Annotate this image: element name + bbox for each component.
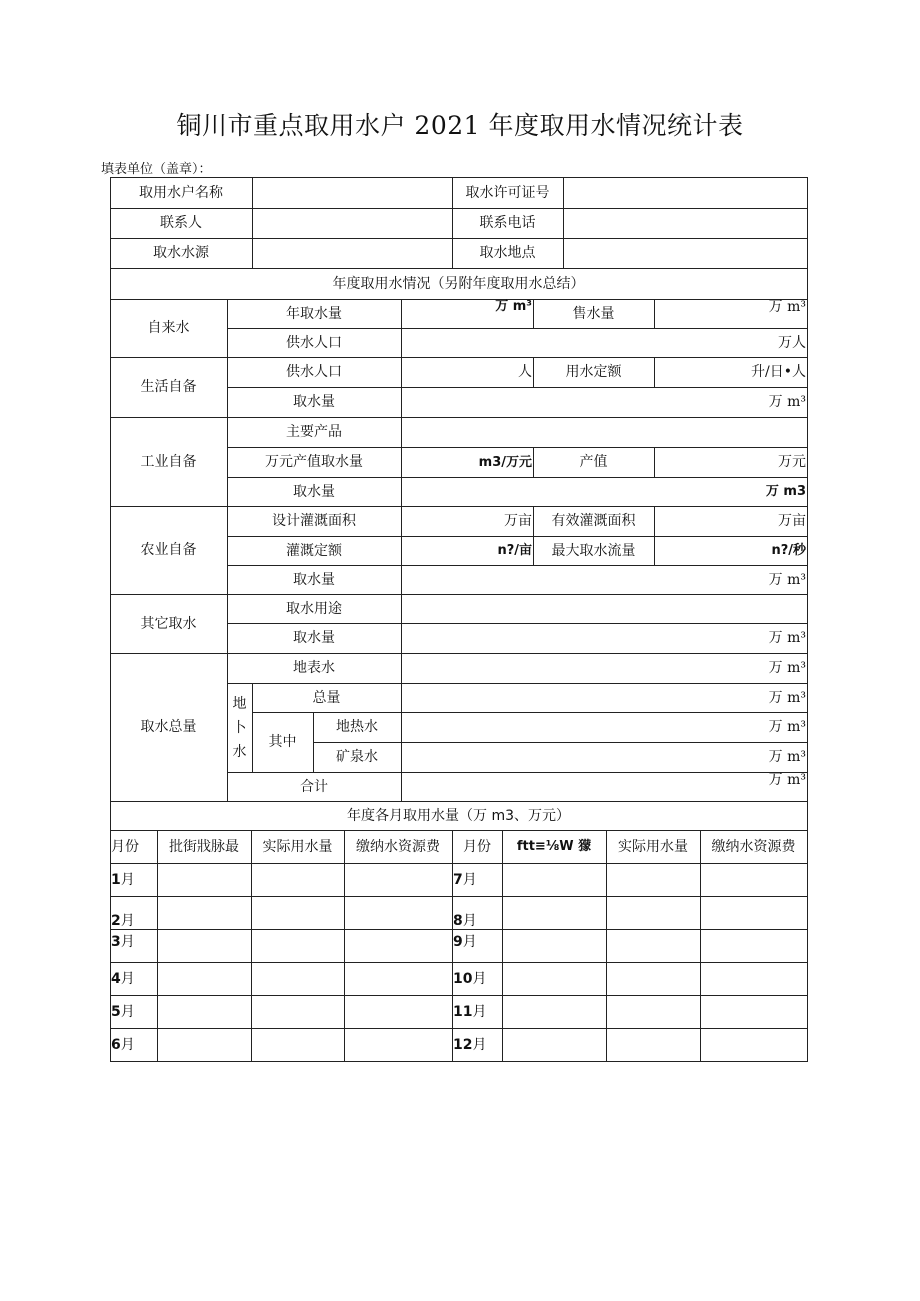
geothermal-label: 地热水	[336, 719, 378, 735]
phone-field[interactable]	[563, 208, 807, 238]
month-actual-cell[interactable]	[606, 896, 700, 929]
groundwater-label	[227, 683, 252, 772]
month-actual-cell[interactable]	[251, 929, 344, 962]
month-fee-cell[interactable]	[700, 863, 807, 896]
industry-product-label: 主要产品	[286, 424, 342, 440]
month-approved-cell[interactable]	[157, 962, 251, 995]
month-fee-cell[interactable]	[344, 896, 452, 929]
agri-eff-label: 有效灌溉面积	[551, 513, 636, 529]
industry-category-label: 工业自备	[140, 453, 197, 470]
industry-per-label: 万元产值取水量	[265, 454, 363, 470]
month-actual-cell[interactable]	[606, 962, 700, 995]
month-approved-cell[interactable]	[502, 929, 606, 962]
domestic-quota-label: 用水定额	[565, 364, 622, 380]
month-fee-cell[interactable]	[344, 929, 452, 962]
col-actual-header: 实际用水量	[262, 838, 333, 855]
industry-per-field[interactable]: m3/万元	[478, 454, 532, 470]
agri-design-field[interactable]: 万亩	[504, 513, 532, 529]
col-fee-header: 缴纳水资源费	[356, 838, 440, 855]
monthly-section-header: 年度各月取用水量（万 m3、万元）	[347, 807, 570, 824]
month-approved-cell[interactable]	[157, 1028, 251, 1061]
month-actual-cell[interactable]	[251, 896, 344, 929]
among-label: 其中	[268, 734, 297, 750]
month-approved-cell[interactable]	[502, 962, 606, 995]
other-use-field[interactable]	[401, 594, 807, 623]
month-fee-cell[interactable]	[700, 995, 807, 1028]
permit-label: 取水许可证号	[465, 184, 550, 201]
month-label: 5 月	[111, 1003, 135, 1020]
tap-pop-field[interactable]: 万人	[778, 334, 806, 351]
month-fee-cell[interactable]	[344, 962, 452, 995]
permit-field[interactable]	[563, 177, 807, 208]
col-actual2-header: 实际用水量	[618, 838, 688, 855]
month-approved-cell[interactable]	[157, 995, 251, 1028]
agri-quota-label: 灌溉定额	[286, 542, 342, 559]
col-month2-header: 月份	[463, 838, 491, 855]
month-label: 6 月	[111, 1036, 135, 1053]
fill-unit-label: 填表单位（盖章）：	[101, 162, 212, 177]
tap-annual-label: 年取水量	[286, 305, 342, 322]
sum-label: 合计	[300, 778, 328, 795]
month-label: 10 月	[453, 970, 487, 987]
domestic-vol-field[interactable]: 万 m³	[768, 394, 806, 410]
surface-label: 地表水	[293, 660, 335, 676]
other-vol-field[interactable]: 万 m³	[768, 630, 806, 646]
total-category-label: 取水总量	[140, 719, 197, 735]
month-approved-cell[interactable]	[502, 995, 606, 1028]
agri-vol-field[interactable]: 万 m³	[768, 571, 806, 588]
month-actual-cell[interactable]	[606, 995, 700, 1028]
month-actual-cell[interactable]	[606, 929, 700, 962]
month-fee-cell[interactable]	[700, 929, 807, 962]
agri-vol-label: 取水量	[293, 571, 335, 588]
domestic-vol-label: 取水量	[293, 394, 335, 410]
name-field[interactable]	[252, 177, 452, 208]
groundwater-char: 地	[232, 695, 247, 712]
page-title: 铜川市重点取用水户 2021 年度取用水情况统计表	[176, 111, 744, 140]
month-approved-cell[interactable]	[157, 896, 251, 929]
agri-eff-field[interactable]: 万亩	[778, 513, 806, 529]
industry-vol-label: 取水量	[293, 483, 335, 500]
source-label: 取水水源	[153, 245, 209, 261]
other-category-label: 其它取水	[140, 615, 197, 632]
month-fee-cell[interactable]	[344, 863, 452, 896]
month-label: 8 月	[453, 913, 477, 929]
month-label: 7 月	[453, 871, 477, 888]
month-fee-cell[interactable]	[344, 1028, 452, 1061]
sum-field[interactable]: 万 m³	[768, 772, 806, 788]
month-label: 12 月	[453, 1036, 487, 1053]
month-actual-cell[interactable]	[251, 863, 344, 896]
location-field[interactable]	[563, 238, 807, 268]
month-actual-cell[interactable]	[606, 1028, 700, 1061]
phone-label: 联系电话	[479, 215, 536, 231]
month-actual-cell[interactable]	[251, 962, 344, 995]
month-actual-cell[interactable]	[251, 995, 344, 1028]
month-fee-cell[interactable]	[344, 995, 452, 1028]
ground-total-field[interactable]: 万 m³	[768, 689, 806, 706]
agri-category-label: 农业自备	[140, 542, 197, 558]
month-label: 9 月	[453, 934, 477, 950]
col-approved-header: 批街戕脉最	[169, 838, 239, 855]
groundwater-char: 卜	[232, 719, 247, 736]
month-approved-cell[interactable]	[157, 929, 251, 962]
surface-field[interactable]: 万 m³	[768, 660, 806, 676]
month-label: 1 月	[111, 871, 135, 888]
ground-total-label: 总量	[312, 689, 341, 706]
month-label: 3 月	[111, 934, 135, 950]
annual-section-header: 年度取用水情况（另附年度取用水总结）	[332, 275, 585, 292]
tap-sold-label: 售水量	[572, 305, 615, 322]
contact-label: 联系人	[160, 215, 202, 231]
month-fee-cell[interactable]	[700, 1028, 807, 1061]
groundwater-char: 水	[232, 743, 247, 760]
domestic-pop-field[interactable]: 人	[518, 364, 532, 380]
agri-flow-label: 最大取水流量	[551, 542, 636, 559]
industry-output-label: 产值	[579, 454, 608, 470]
industry-vol-field[interactable]: 万 m3	[765, 484, 806, 499]
other-use-label: 取水用途	[286, 600, 342, 617]
location-label: 取水地点	[479, 245, 536, 261]
mineral-field[interactable]: 万 m³	[768, 749, 806, 765]
geothermal-field[interactable]: 万 m³	[768, 719, 806, 735]
month-approved-cell[interactable]	[502, 863, 606, 896]
tap-category-label: 自来水	[147, 320, 190, 336]
col-approved2-header: ftt≡⅛W 獴	[516, 839, 592, 854]
agri-design-label: 设计灌溉面积	[272, 513, 356, 529]
month-approved-cell[interactable]	[157, 863, 251, 896]
col-fee2-header: 缴纳水资源费	[711, 838, 796, 855]
source-field[interactable]	[252, 238, 452, 268]
industry-product-field[interactable]	[401, 417, 807, 447]
name-label: 取用水户名称	[139, 184, 223, 201]
month-label: 4 月	[111, 970, 135, 987]
domestic-category-label: 生活自备	[140, 379, 197, 395]
month-label: 11 月	[453, 1003, 487, 1020]
agri-quota-field[interactable]: n?/亩	[497, 543, 532, 558]
month-actual-cell[interactable]	[251, 1028, 344, 1061]
mineral-label: 矿泉水	[336, 749, 378, 765]
domestic-quota-field[interactable]: 升/日•人	[751, 364, 806, 380]
month-approved-cell[interactable]	[502, 1028, 606, 1061]
industry-output-field[interactable]: 万元	[778, 454, 806, 470]
month-fee-cell[interactable]	[700, 962, 807, 995]
month-fee-cell[interactable]	[700, 896, 807, 929]
tap-pop-label: 供水人口	[286, 334, 342, 351]
other-vol-label: 取水量	[293, 630, 335, 646]
month-actual-cell[interactable]	[606, 863, 700, 896]
month-label: 2 月	[111, 913, 135, 929]
tap-annual-field[interactable]: 万 m³	[495, 299, 532, 314]
agri-flow-field[interactable]: n?/秒	[771, 543, 806, 558]
contact-field[interactable]	[252, 208, 452, 238]
tap-sold-field[interactable]: 万 m³	[768, 299, 806, 315]
month-approved-cell[interactable]	[502, 896, 606, 929]
col-month-header: 月份	[111, 838, 139, 855]
domestic-pop-label: 供水人口	[286, 364, 342, 380]
